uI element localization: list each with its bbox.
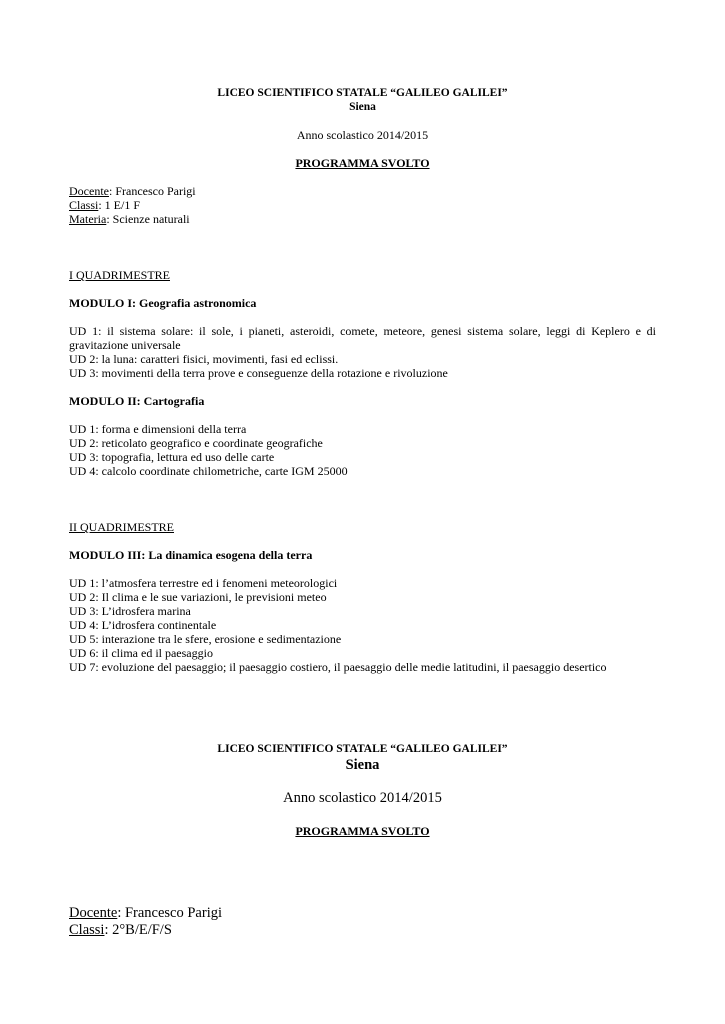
school-city-2: Siena [345,757,380,773]
module-one-label: MODULO I [69,296,132,310]
list-item: UD 7: evoluzione del paesaggio; il paesaggio costiero, il paesaggio delle medie latitudini, il paesaggio desertico [69,660,607,674]
classes-value-2: : 2°B/E/F/S [104,922,172,938]
subject-line [69,212,190,226]
classes-value: : 1 E/1 F [98,198,141,212]
module-three-heading: MODULO III: La dinamica esogena della terra [69,548,313,562]
list-item: UD 4: L’idrosfera continentale [69,618,217,632]
classes-line [69,198,140,212]
list-item: UD 1: l’atmosfera terrestre ed i fenomeni meteorologici [69,576,338,590]
school-year: Anno scolastico 2014/2015 [296,128,429,142]
list-item: UD 5: interazione tra le sfere, erosione e sedimentazione [69,632,342,646]
list-item: UD 3: topografia, lettura ed uso delle carte [69,450,275,464]
teacher-line [69,184,196,198]
module-three-list [69,576,607,674]
module-two-title: : Cartografia [136,394,205,408]
module-two-list [69,422,348,478]
list-item: UD 6: il clima ed il paesaggio [69,646,213,660]
term-two-heading: II QUADRIMESTRE [69,520,174,534]
module-one-heading [69,296,256,310]
list-item: UD 2: reticolato geografico e coordinate geografiche [69,436,323,450]
module-two-heading [69,394,204,408]
school-city: Siena [349,101,376,113]
term-one-heading: I QUADRIMESTRE [69,268,170,282]
program-heading: PROGRAMMA SVOLTO [295,156,430,170]
school-name-2: LICEO SCIENTIFICO STATALE “GALILEO GALILEI” [217,743,508,755]
teacher-value-2: : Francesco Parigi [117,905,223,921]
program-heading-2: PROGRAMMA SVOLTO [295,824,430,838]
teacher-value: : Francesco Parigi [108,184,196,198]
classes-label-2: Classi [69,922,105,938]
module-one-ud2: UD 2: la luna: caratteri fisici, movimenti, fasi ed eclissi. [69,352,339,366]
subject-value: : Scienze naturali [106,212,190,226]
list-item: UD 1: forma e dimensioni della terra [69,422,247,436]
module-one-title: : Geografia astronomica [132,296,257,310]
school-name: LICEO SCIENTIFICO STATALE “GALILEO GALILEI” [217,87,508,99]
classes-label: Classi [69,198,99,212]
module-one-ud3: UD 3: movimenti della terra prove e conseguenze della rotazione e rivoluzione [69,366,448,380]
subject-label: Materia [69,212,107,226]
teacher-line-2 [69,905,222,922]
module-one-ud1: UD 1: il sistema solare: il sole, i pianeti, asteroidi, comete, meteore, genesi sistema solare, leggi di Keplero e di gravitazione universale [69,324,656,352]
teacher-label-2: Docente [69,905,118,921]
school-year-2: Anno scolastico 2014/2015 [283,790,442,806]
teacher-label: Docente [69,184,109,198]
classes-line-2 [69,922,172,939]
list-item: UD 3: L’idrosfera marina [69,604,191,618]
module-two-label: MODULO II [69,394,137,408]
list-item: UD 2: Il clima e le sue variazioni, le previsioni meteo [69,590,327,604]
list-item: UD 4: calcolo coordinate chilometriche, carte IGM 25000 [69,464,348,478]
